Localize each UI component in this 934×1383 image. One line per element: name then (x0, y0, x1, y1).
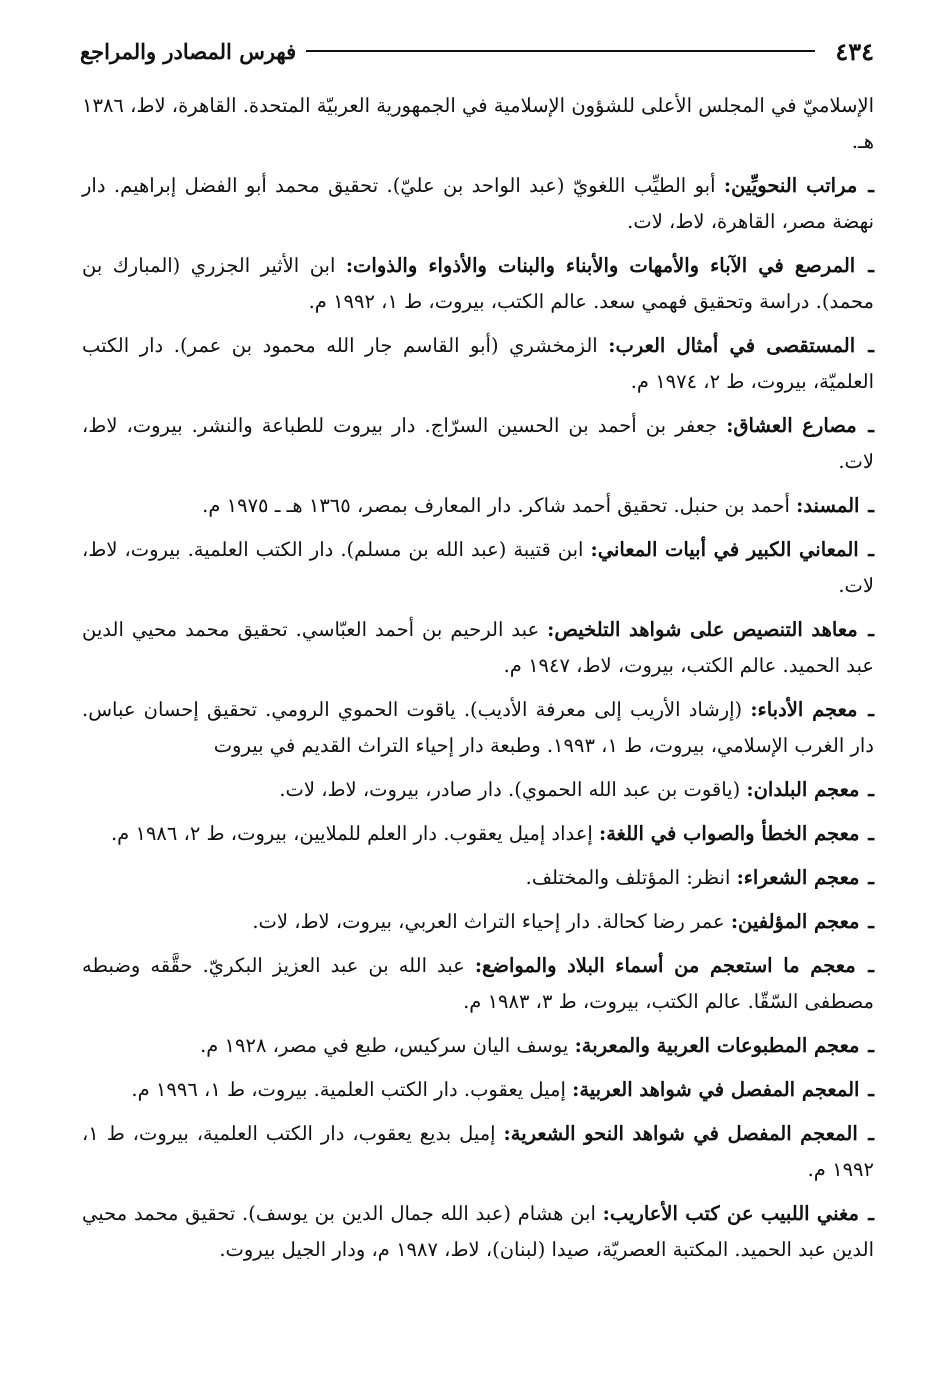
entry-title: المسند: (796, 494, 860, 517)
entry-body: إميل يعقوب. دار الكتب العلمية. بيروت، ط ١، ١٩٩٦ م. (131, 1078, 566, 1101)
bibliography-entry (82, 408, 874, 480)
bibliography-entry (82, 948, 874, 1020)
bibliography-entry (82, 1028, 874, 1064)
entry-title: معجم الأدباء: (750, 698, 858, 721)
entry-dash: ـ (861, 822, 874, 845)
entry-dash: ـ (859, 1122, 874, 1145)
entry-body: ابن الأثير الجزري (المبارك بن محمد). دراسة وتحقيق فهمي سعد. عالم الكتب، بيروت، ط ١، ١٩٩٢ م. (82, 254, 874, 313)
entry-dash: ـ (858, 414, 874, 437)
entry-title: المستقصى في أمثال العرب: (608, 334, 856, 357)
entry-body: عبد الرحيم بن أحمد العبّاسي. تحقيق محمد محيي الدين عبد الحميد. عالم الكتب، بيروت، لاط، ١٩٤٧ م. (82, 618, 874, 677)
bibliography-entry (82, 816, 874, 852)
entry-body: إعداد إميل يعقوب. دار العلم للملايين، بيروت، ط ٢، ١٩٨٦ م. (110, 822, 593, 845)
bibliography-entry (82, 328, 874, 400)
bibliography-entry (82, 860, 874, 896)
entry-dash: ـ (859, 698, 874, 721)
entry-body: (إرشاد الأريب إلى معرفة الأديب). ياقوت الحموي الرومي. تحقيق إحسان عباس. دار الغرب الإسلامي، بيروت، ط ١، ١٩٩٣. وطبعة دار إحياء التراث القديم في بيروت (82, 698, 874, 757)
entry-body: عبد الله بن عبد العزيز البكريّ. حقَّقه وضبطه مصطفى السّقّا. عالم الكتب، بيروت، ط ٣، ١٩٨٣ م. (82, 954, 874, 1013)
entry-dash: ـ (861, 910, 874, 933)
entry-body: يوسف اليان سركيس، طبع في مصر، ١٩٢٨ م. (200, 1034, 569, 1057)
entry-body: (ياقوت بن عبد الله الحموي). دار صادر، بيروت، لاط، لات. (279, 778, 741, 801)
entry-body: أبو الطيِّب اللغويّ (عبد الواحد بن عليّ). تحقيق محمد أبو الفضل إبراهيم. دار نهضة مصر، القاهرة، لاط، لات. (82, 174, 874, 233)
page-header (80, 36, 874, 66)
entry-title: معجم المطبوعات العربية والمعربة: (574, 1034, 860, 1057)
entry-body: أحمد بن حنبل. تحقيق أحمد شاكر. دار المعارف بمصر، ١٣٦٥ هـ ـ ١٩٧٥ م. (202, 494, 790, 517)
entry-dash: ـ (861, 1078, 874, 1101)
entry-title: المرصع في الآباء والأمهات والأبناء والبنات والأذواء والذوات: (345, 254, 856, 277)
bibliography-entry (82, 772, 874, 808)
entry-title: المعاني الكبير في أبيات المعاني: (590, 538, 859, 561)
entry-dash: ـ (857, 334, 874, 357)
entry-dash: ـ (859, 174, 874, 197)
entry-dash: ـ (861, 494, 874, 517)
entry-dash: ـ (860, 538, 874, 561)
bibliography-entry (82, 488, 874, 524)
entry-body: ابن قتيبة (عبد الله بن مسلم). دار الكتب العلمية. بيروت، لاط، لات. (82, 538, 874, 597)
bibliography-entry (82, 612, 874, 684)
bibliography-entry (82, 248, 874, 320)
bibliography-list (82, 88, 874, 1276)
bibliography-entry (82, 1116, 874, 1188)
entry-body: ابن هشام (عبد الله جمال الدين بن يوسف). تحقيق محمد محيي الدين عبد الحميد. المكتبة العصريّة، صيدا (لبنان)، لاط، ١٩٨٧ م، ودار الجيل بيروت. (82, 1202, 874, 1261)
bibliography-entry (82, 168, 874, 240)
bibliography-entry (82, 1196, 874, 1268)
entry-title: معجم ما استعجم من أسماء البلاد والمواضع: (474, 954, 856, 977)
entry-title: المعجم المفصل في شواهد النحو الشعرية: (503, 1122, 858, 1145)
entry-title: المعجم المفصل في شواهد العربية: (572, 1078, 860, 1101)
page-number: ٤٣٤ (835, 36, 874, 66)
entry-body: انظر: المؤتلف والمختلف. (525, 866, 731, 889)
entry-body: عمر رضا كحالة. دار إحياء التراث العربي، بيروت، لاط، لات. (252, 910, 725, 933)
entry-dash: ـ (857, 254, 874, 277)
entry-body: جعفر بن أحمد بن الحسين السرّاج. دار بيروت للطباعة والنشر. بيروت، لاط، لات. (82, 414, 874, 473)
entry-title: معجم الخطأ والصواب في اللغة: (599, 822, 860, 845)
entry-title: معاهد التنصيص على شواهد التلخيص: (547, 618, 858, 641)
entry-dash: ـ (859, 618, 874, 641)
entry-title: مغني اللبيب عن كتب الأعاريب: (602, 1202, 859, 1225)
entry-title: معجم الشعراء: (736, 866, 860, 889)
entry-title: مراتب النحويِّين: (723, 174, 858, 197)
entry-dash: ـ (861, 778, 874, 801)
entry-dash: ـ (857, 954, 874, 977)
bibliography-entry (82, 532, 874, 604)
header-rule (306, 50, 815, 52)
entry-dash: ـ (860, 1202, 874, 1225)
bibliography-entry (82, 904, 874, 940)
entries-container (82, 168, 874, 1268)
entry-dash: ـ (861, 866, 874, 889)
entry-title: معجم البلدان: (746, 778, 860, 801)
continuation-text: الإسلاميّ في المجلس الأعلى للشؤون الإسلامية في الجمهورية العربيّة المتحدة. القاهرة، لاط، ١٣٨٦ هـ. (82, 94, 874, 153)
running-title: فهرس المصادر والمراجع (80, 38, 297, 64)
bibliography-entry (82, 1072, 874, 1108)
entry-body: إميل بديع يعقوب، دار الكتب العلمية، بيروت، ط ١، ١٩٩٢ م. (82, 1122, 874, 1181)
entry-title: معجم المؤلفين: (730, 910, 860, 933)
entry-title: مصارع العشاق: (726, 414, 857, 437)
entry-dash: ـ (861, 1034, 874, 1057)
bibliography-entry (82, 692, 874, 764)
entry-body: الزمخشري (أبو القاسم جار الله محمود بن عمر). دار الكتب العلميّة، بيروت، ط ٢، ١٩٧٤ م. (82, 334, 874, 393)
